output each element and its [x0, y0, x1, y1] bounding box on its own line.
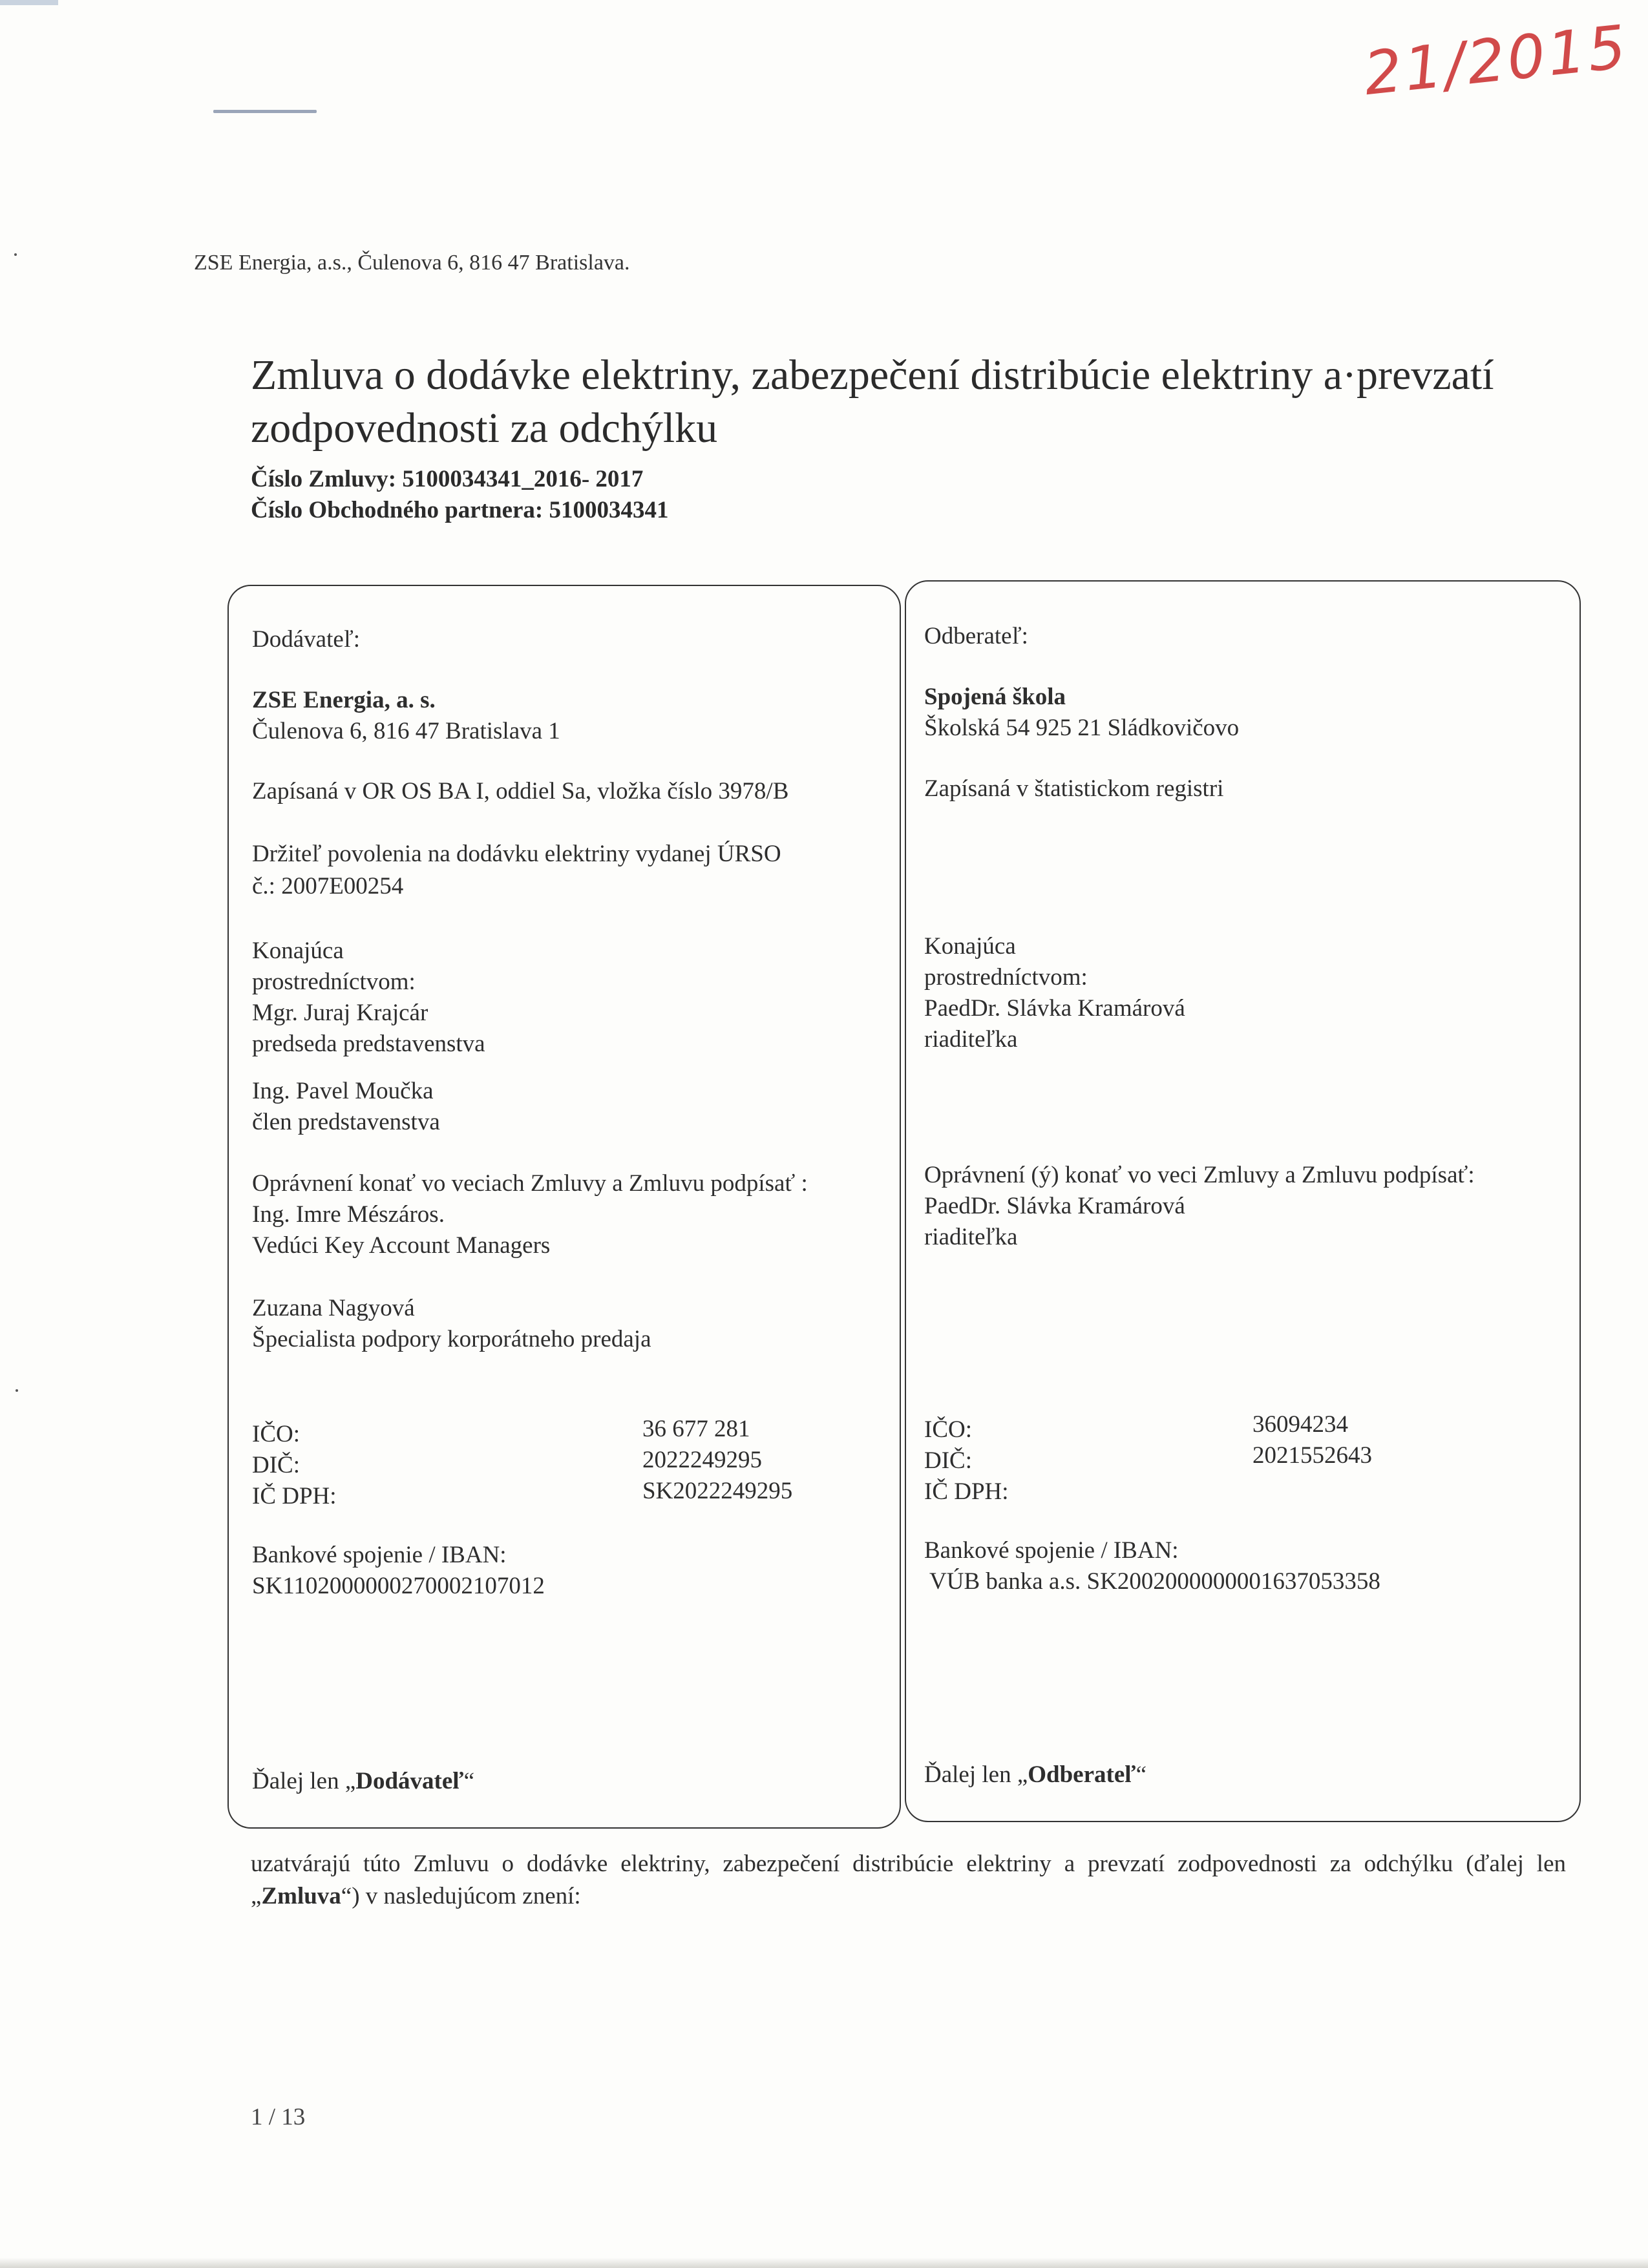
outro-prefix: uzatvárajú túto Zmluvu o dodávke elektriny, zabezpečení distribúcie elektriny a prevzatí zodpovednosti za odchýlku (ďalej len „: [251, 1851, 1566, 1909]
supplier-hereinafter: [252, 1765, 474, 1798]
customer-authorized: Oprávnení (ý) konať vo veci Zmluvy a Zmluvu podpísať:: [924, 1162, 1475, 1188]
document-title: Zmluva o dodávke elektriny, zabezpečení distribúcie elektriny a·prevzatí zodpovednosti za odchýlku: [251, 352, 1494, 452]
customer-bank-label: Bankové spojenie / IBAN:: [924, 1537, 1179, 1564]
page-number: 1 / 13: [251, 2104, 306, 2130]
customer-name: Spojená škola: [924, 684, 1066, 710]
customer-ico-label: IČO:: [924, 1416, 972, 1443]
customer-box: [905, 580, 1581, 1822]
supplier-dic: 2022249295: [642, 1447, 762, 1473]
customer-hereinafter-suffix: “: [1136, 1761, 1147, 1788]
customer-ico: 36094234: [1252, 1411, 1348, 1438]
supplier-license: Držiteľ povolenia na dodávku elektriny vydanej ÚRSO: [252, 841, 781, 867]
supplier-acting: Konajúca: [252, 938, 344, 964]
supplier-registration: Zapísaná v OR OS BA I, oddiel Sa, vložka číslo 3978/B: [252, 778, 789, 804]
supplier-auth1-role: Vedúci Key Account Managers: [252, 1232, 551, 1259]
supplier-hereinafter-prefix: Ďalej len „: [252, 1768, 356, 1794]
customer-auth1-name: PaedDr. Slávka Kramárová: [924, 1193, 1185, 1219]
supplier-auth1-name: Ing. Imre Mészáros.: [252, 1201, 445, 1228]
scan-speck: [16, 1389, 18, 1392]
customer-rep1-name: PaedDr. Slávka Kramárová: [924, 995, 1185, 1022]
contract-numbers: [251, 464, 669, 526]
customer-address: Školská 54 925 21 Sládkovičovo: [924, 715, 1240, 741]
sender-address: ZSE Energia, a.s., Čulenova 6, 816 47 Bratislava.: [194, 251, 630, 275]
customer-dic: 2021552643: [1252, 1442, 1372, 1469]
supplier-rep1-name: Mgr. Juraj Krajcár: [252, 1000, 428, 1026]
supplier-rep2-role: člen predstavenstva: [252, 1109, 440, 1135]
supplier-rep1-role: predseda predstavenstva: [252, 1031, 485, 1057]
registration-number-handwritten: 21/2015: [1360, 12, 1632, 109]
supplier-name: ZSE Energia, a. s.: [252, 687, 436, 713]
customer-iban: VÚB banka a.s. SK2002000000001637053358: [929, 1568, 1380, 1595]
supplier-auth2-name: Zuzana Nagyová: [252, 1295, 415, 1321]
customer-auth1-role: riaditeľka: [924, 1224, 1018, 1250]
customer-icdph-label: IČ DPH:: [924, 1478, 1009, 1505]
supplier-rep2-name: Ing. Pavel Moučka: [252, 1078, 434, 1104]
scan-edge-bottom: [0, 2258, 1648, 2268]
scan-edge-top: [0, 0, 58, 5]
customer-hereinafter-name: Odberateľ: [1028, 1761, 1136, 1788]
contract-intro-paragraph: [251, 1848, 1566, 1913]
scan-speck: [14, 253, 17, 256]
supplier-auth2-role: Špecialista podpory korporátneho predaja: [252, 1326, 651, 1352]
supplier-dic-label: DIČ:: [252, 1452, 300, 1478]
customer-rep1-role: riaditeľka: [924, 1026, 1018, 1053]
supplier-icdph-label: IČ DPH:: [252, 1483, 337, 1509]
supplier-address: Čulenova 6, 816 47 Bratislava 1: [252, 718, 560, 744]
scan-mark: [213, 110, 317, 113]
customer-acting-through: prostredníctvom:: [924, 964, 1088, 991]
customer-dic-label: DIČ:: [924, 1447, 972, 1474]
supplier-license-number: č.: 2007E00254: [252, 873, 404, 899]
contract-number: Číslo Zmluvy: 5100034341_2016- 2017: [251, 466, 644, 492]
supplier-ico-label: IČO:: [252, 1421, 300, 1447]
partner-number: Číslo Obchodného partnera: 5100034341: [251, 497, 669, 523]
supplier-ico: 36 677 281: [642, 1416, 750, 1442]
customer-heading: Odberateľ:: [924, 623, 1028, 649]
supplier-iban: SK1102000000270002107012: [252, 1573, 545, 1599]
customer-hereinafter-prefix: Ďalej len „: [924, 1761, 1028, 1788]
supplier-hereinafter-name: Dodávateľ: [355, 1768, 464, 1794]
supplier-heading: Dodávateľ:: [252, 626, 361, 653]
customer-acting: Konajúca: [924, 933, 1016, 960]
outro-suffix: “) v nasledujúcom znení:: [341, 1883, 581, 1909]
outro-term: Zmluva: [261, 1883, 341, 1909]
supplier-acting-through: prostredníctvom:: [252, 969, 416, 995]
customer-registration: Zapísaná v štatistickom registri: [924, 775, 1224, 802]
supplier-box: [227, 585, 901, 1829]
supplier-authorized: Oprávnení konať vo veciach Zmluvy a Zmluvu podpísať :: [252, 1170, 808, 1197]
supplier-bank-label: Bankové spojenie / IBAN:: [252, 1542, 507, 1568]
customer-hereinafter: [924, 1759, 1146, 1791]
supplier-hereinafter-suffix: “: [463, 1768, 475, 1794]
supplier-icdph: SK2022249295: [642, 1478, 793, 1504]
